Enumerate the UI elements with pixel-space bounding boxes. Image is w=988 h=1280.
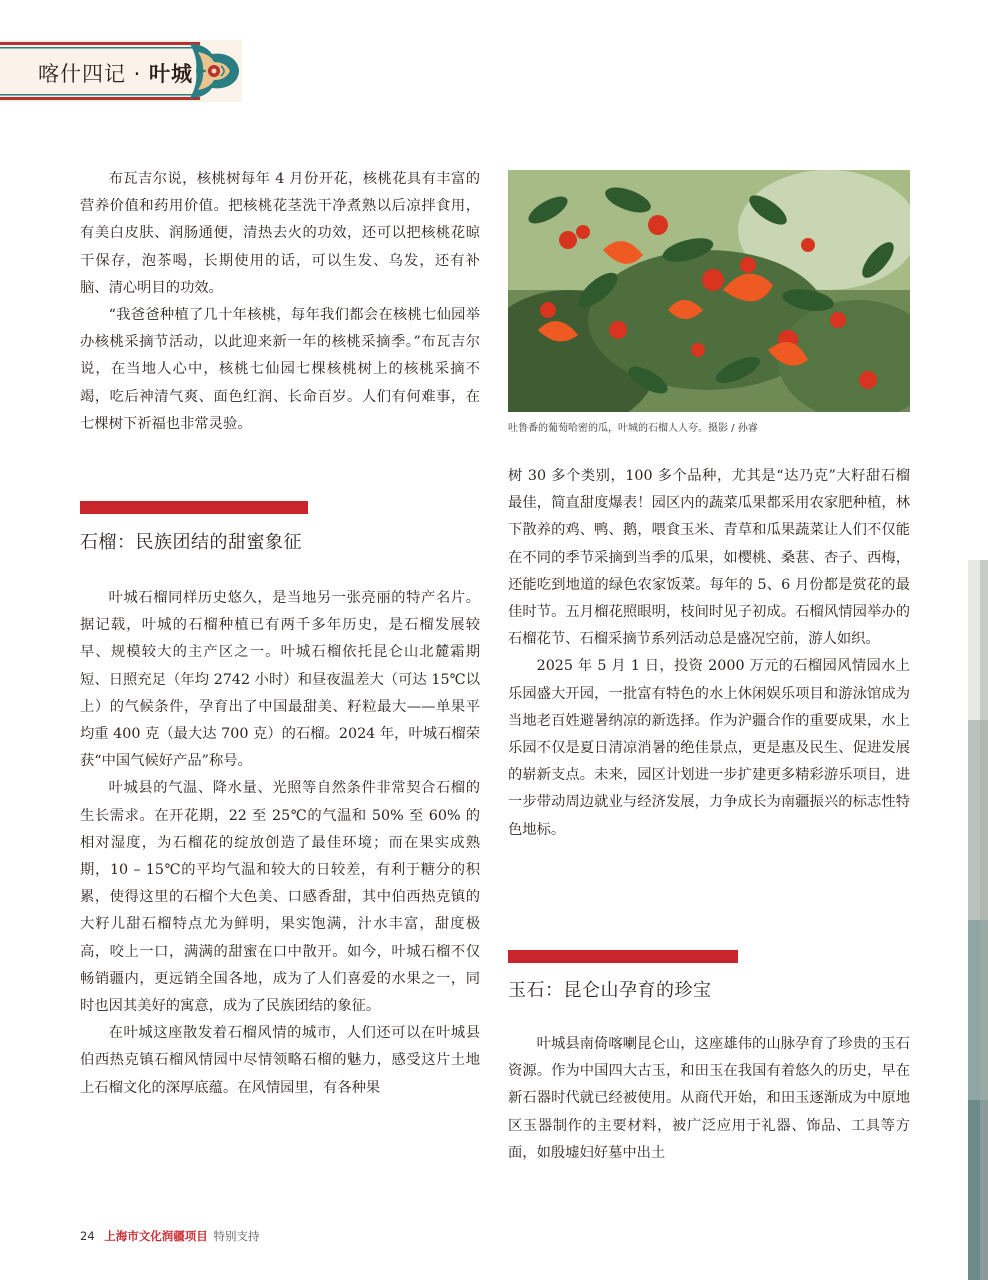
paragraph: 树 30 多个类别，100 多个品种，尤其是“达乃克”大籽甜石榴最佳，简直甜度爆表！园区内的蔬菜瓜果都采用农家肥种植，林下散养的鸡、鸭、鹅，喂食玉米、青草和瓜果蔬菜让人们不仅能在不同的季节采摘到当季的瓜果，如樱桃、桑葚、杏子、西梅，还能吃到地道的绿色农家饭菜。每年的 5、6 月份都是赏花的最佳时节。五月榴花照眼明，枝间时见子初成。石榴风情园举办的石榴花节、石榴采摘节系列活动总是盛况空前，游人如织。 <box>508 468 910 648</box>
adjacent-page-photo-edge <box>968 560 988 1280</box>
footer-support-text: 特别支持 <box>213 1229 260 1243</box>
pomegranate-section-text <box>80 585 480 1102</box>
paragraph: “我爸爸种植了几十年核桃，每年我们都会在核桃七仙园举办核桃采摘节活动，以此迎来新一年的核桃采摘季。”布瓦吉尔说，在当地人心中，核桃七仙园七棵核桃树上的核桃采摘不竭，吃后神清气爽、面色红润、长命百岁。人们有何难事，在七棵树下祈福也非常灵验。 <box>80 307 480 432</box>
right-continued-text <box>508 463 910 844</box>
footer-project-name: 上海市文化润疆项目 <box>104 1229 208 1243</box>
paragraph: 叶城县南倚喀喇昆仑山，这座雄伟的山脉孕育了珍贵的玉石资源。作为中国四大古玉，和田玉在我国有着悠久的历史，早在新石器时代就已经被使用。从商代开始，和田玉逐渐成为中原地区玉器制作的主要材料，被广泛应用于礼器、饰品、工具等方面，如殷墟妇好墓中出土 <box>508 1036 910 1161</box>
jade-section-text <box>508 1031 910 1167</box>
pomegranate-photo <box>508 170 910 412</box>
left-intro-text <box>80 166 480 438</box>
photo-caption: 吐鲁番的葡萄哈密的瓜，叶城的石榴人人夸。摄影 / 孙睿 <box>508 423 758 434</box>
section-divider-bar <box>508 950 738 963</box>
paragraph: 在叶城这座散发着石榴风情的城市，人们还可以在叶城县伯西热克镇石榴风情园中尽情领略石榴的魅力，感受这片土地上石榴文化的深厚底蕴。在风情园里，有各种果 <box>80 1025 480 1096</box>
paragraph: 布瓦吉尔说，核桃树每年 4 月份开花，核桃花具有丰富的营养价值和药用价值。把核桃花茎洗干净煮熟以后凉拌食用，有美白皮肤、润肠通便，清热去火的功效，还可以把核桃花晾干保存，泡茶喝，长期使用的话，可以生发、乌发，还有补脑、清心明目的功效。 <box>80 171 480 296</box>
page-number: 24 <box>80 1229 95 1243</box>
header-title <box>38 58 193 88</box>
paragraph: 2025 年 5 月 1 日，投资 2000 万元的石榴园风情园水上乐园盛大开园，一批富有特色的水上休闲娱乐项目和游泳馆成为当地老百姓避暑纳凉的新选择。作为沪疆合作的重要成果，水上乐园不仅是夏日清凉消暑的绝佳景点，更是惠及民生、促进发展的崭新支点。未来，园区计划进一步扩建更多精彩游乐项目，进一步带动周边就业与经济发展，力争成长为南疆振兴的标志性特色地标。 <box>508 658 910 838</box>
paragraph: 叶城县的气温、降水量、光照等自然条件非常契合石榴的生长需求。在开花期，22 至 25℃的气温和 50% 至 60% 的相对湿度，为石榴花的绽放创造了最佳环境；而在果实成熟期，10 – 15℃的平均气温和较大的日较差，有利于糖分的积累，使得这里的石榴个大色美、口感香甜，其中伯西热克镇的大籽儿甜石榴特点尤为鲜明，果实饱满，汁水丰富，甜度极高，咬上一口，满满的甜蜜在口中散开。如今，叶城石榴不仅畅销疆内，更远销全国各地，成为了人们喜爱的水果之一，同时也因其美好的寓意，成为了民族团结的象征。 <box>80 780 480 1015</box>
section-title-jade: 玉石：昆仑山孕育的珍宝 <box>508 980 712 1001</box>
section-title-pomegranate: 石榴：民族团结的甜蜜象征 <box>80 532 302 553</box>
paragraph: 叶城石榴同样历史悠久，是当地另一张亮丽的特产名片。据记载，叶城的石榴种植已有两千多年历史，是石榴发展较早、规模较大的主产区之一。叶城石榴依托昆仑山北麓霜期短、日照充足（年均 2742 小时）和昼夜温差大（可达 15℃以上）的气候条件，孕育出了中国最甜美、籽粒最大——单果平均重 400 克（最大达 700 克）的石榴。2024 年，叶城石榴荣获“中国气候好产品”称号。 <box>80 590 480 770</box>
header-title-bold: 叶城 <box>149 62 194 86</box>
header-title-prefix: 喀什四记 · <box>38 62 150 86</box>
page-footer <box>80 1228 259 1244</box>
section-divider-bar <box>80 501 308 514</box>
